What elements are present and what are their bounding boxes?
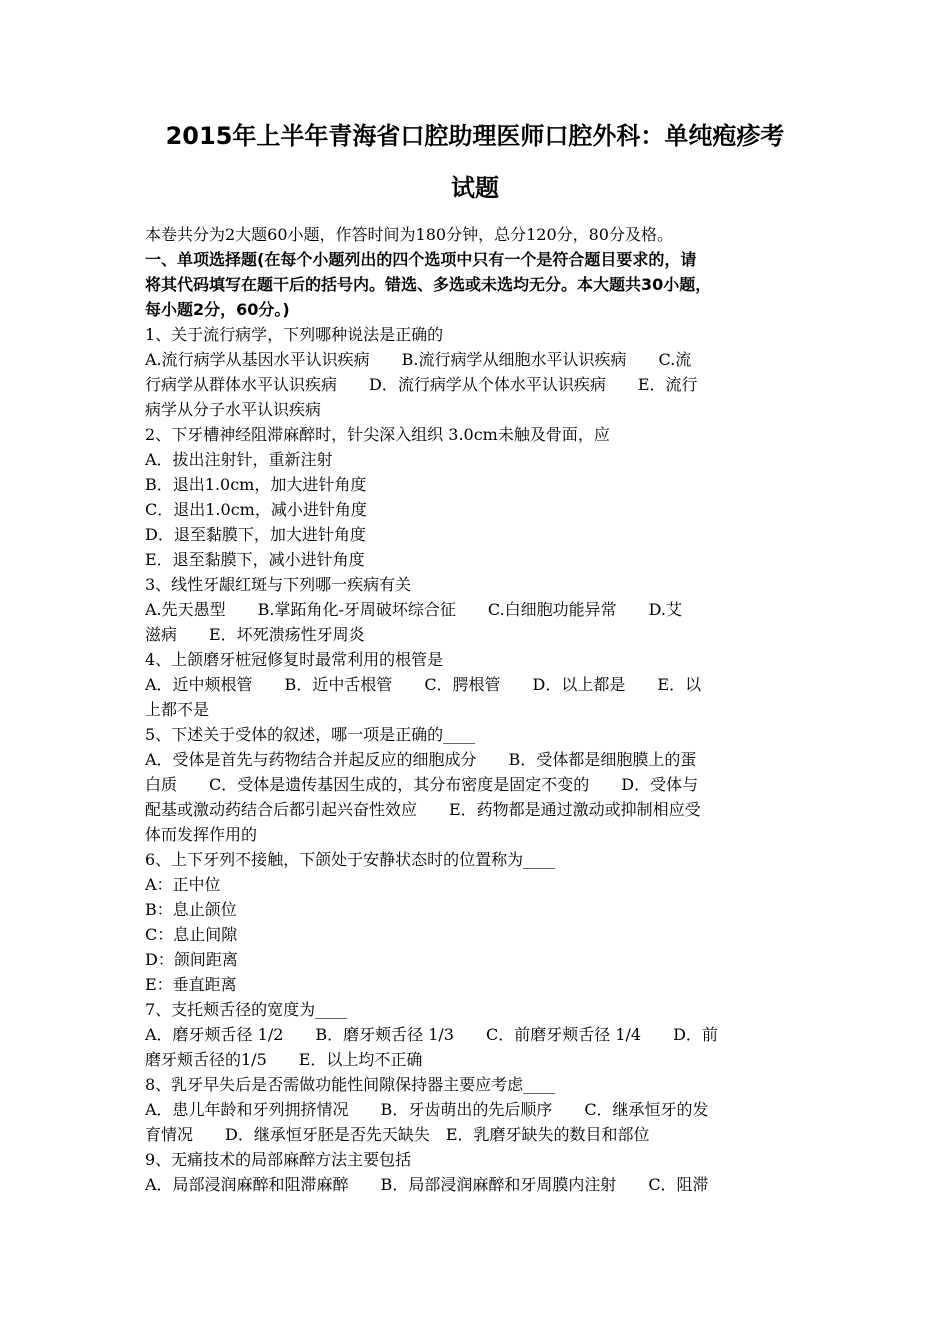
question-6-option: B：息止颌位 bbox=[145, 900, 237, 919]
section-heading-line: 将其代码填写在题干后的括号内。错选、多选或未选均无分。本大题共30小题， bbox=[145, 275, 712, 294]
question-1-options: 行病学从群体水平认识疾病 D．流行病学从个体水平认识疾病 E．流行 bbox=[145, 375, 698, 394]
question-1-options: 病学从分子水平认识疾病 bbox=[145, 400, 322, 419]
document-title-line-2: 试题 bbox=[451, 174, 499, 202]
question-2-option: E．退至黏膜下，减小进针角度 bbox=[145, 550, 365, 569]
question-2-option: C．退出1.0cm，减小进针角度 bbox=[145, 500, 367, 519]
question-9-stem: 9、无痛技术的局部麻醉方法主要包括 bbox=[145, 1150, 412, 1169]
question-5-options: A．受体是首先与药物结合并起反应的细胞成分 B．受体都是细胞膜上的蛋 bbox=[145, 750, 697, 769]
question-2-option: A．拔出注射针，重新注射 bbox=[145, 450, 333, 469]
question-8-options: 育情况 D．继承恒牙胚是否先天缺失 E．乳磨牙缺失的数目和部位 bbox=[145, 1125, 650, 1144]
question-7-options: A．磨牙颊舌径 1/2 B．磨牙颊舌径 1/3 C．前磨牙颊舌径 1/4 D．前 bbox=[145, 1025, 718, 1044]
question-2-option: D．退至黏膜下，加大进针角度 bbox=[145, 525, 366, 544]
question-9-options: A．局部浸润麻醉和阻滞麻醉 B．局部浸润麻醉和牙周膜内注射 C．阻滞 bbox=[145, 1175, 709, 1194]
question-7-stem: 7、支托颊舌径的宽度为____ bbox=[145, 1000, 348, 1019]
question-5-options: 白质 C．受体是遗传基因生成的，其分布密度是固定不变的 D．受体与 bbox=[145, 775, 699, 794]
question-2-stem: 2、下牙槽神经阻滞麻醉时，针尖深入组织 3.0cm未触及骨面，应 bbox=[145, 425, 610, 444]
question-4-stem: 4、上颌磨牙桩冠修复时最常利用的根管是 bbox=[145, 650, 444, 669]
question-6-option: D：颌间距离 bbox=[145, 950, 238, 969]
question-5-stem: 5、下述关于受体的叙述，哪一项是正确的____ bbox=[145, 725, 476, 744]
section-heading-line: 每小题2分，60分。) bbox=[145, 300, 290, 319]
question-4-options: 上都不是 bbox=[145, 700, 210, 719]
document-body bbox=[145, 222, 807, 1197]
question-6-option: E：垂直距离 bbox=[145, 975, 237, 994]
question-5-options: 体而发挥作用的 bbox=[145, 825, 258, 844]
question-3-stem: 3、线性牙龈红斑与下列哪一疾病有关 bbox=[145, 575, 412, 594]
exam-intro: 本卷共分为2大题60小题，作答时间为180分钟，总分120分，80分及格。 bbox=[145, 225, 673, 244]
question-8-stem: 8、乳牙早失后是否需做功能性间隙保持器主要应考虑____ bbox=[145, 1075, 556, 1094]
question-3-options: 滋病 E．坏死溃疡性牙周炎 bbox=[145, 625, 365, 644]
section-heading-line: 一、单项选择题(在每个小题列出的四个选项中只有一个是符合题目要求的，请 bbox=[145, 250, 697, 269]
document-title-line-1: 2015年上半年青海省口腔助理医师口腔外科：单纯疱疹考 bbox=[165, 122, 785, 150]
question-6-stem: 6、上下牙列不接触，下颌处于安静状态时的位置称为____ bbox=[145, 850, 556, 869]
question-6-option: C：息止间隙 bbox=[145, 925, 238, 944]
question-4-options: A．近中颊根管 B．近中舌根管 C．腭根管 D．以上都是 E．以 bbox=[145, 675, 702, 694]
question-2-option: B．退出1.0cm，加大进针角度 bbox=[145, 475, 367, 494]
question-8-options: A．患儿年龄和牙列拥挤情况 B．牙齿萌出的先后顺序 C．继承恒牙的发 bbox=[145, 1100, 709, 1119]
question-1-options: A.流行病学从基因水平认识疾病 B.流行病学从细胞水平认识疾病 C.流 bbox=[145, 350, 692, 369]
question-5-options: 配基或激动药结合后都引起兴奋性效应 E．药物都是通过激动或抑制相应受 bbox=[145, 800, 701, 819]
question-7-options: 磨牙颊舌径的1/5 E．以上均不正确 bbox=[145, 1050, 423, 1069]
question-6-option: A：正中位 bbox=[145, 875, 221, 894]
question-3-options: A.先天愚型 B.掌跖角化-牙周破坏综合征 C.白细胞功能异常 D.艾 bbox=[145, 600, 682, 619]
question-1-stem: 1、关于流行病学，下列哪种说法是正确的 bbox=[145, 325, 444, 344]
